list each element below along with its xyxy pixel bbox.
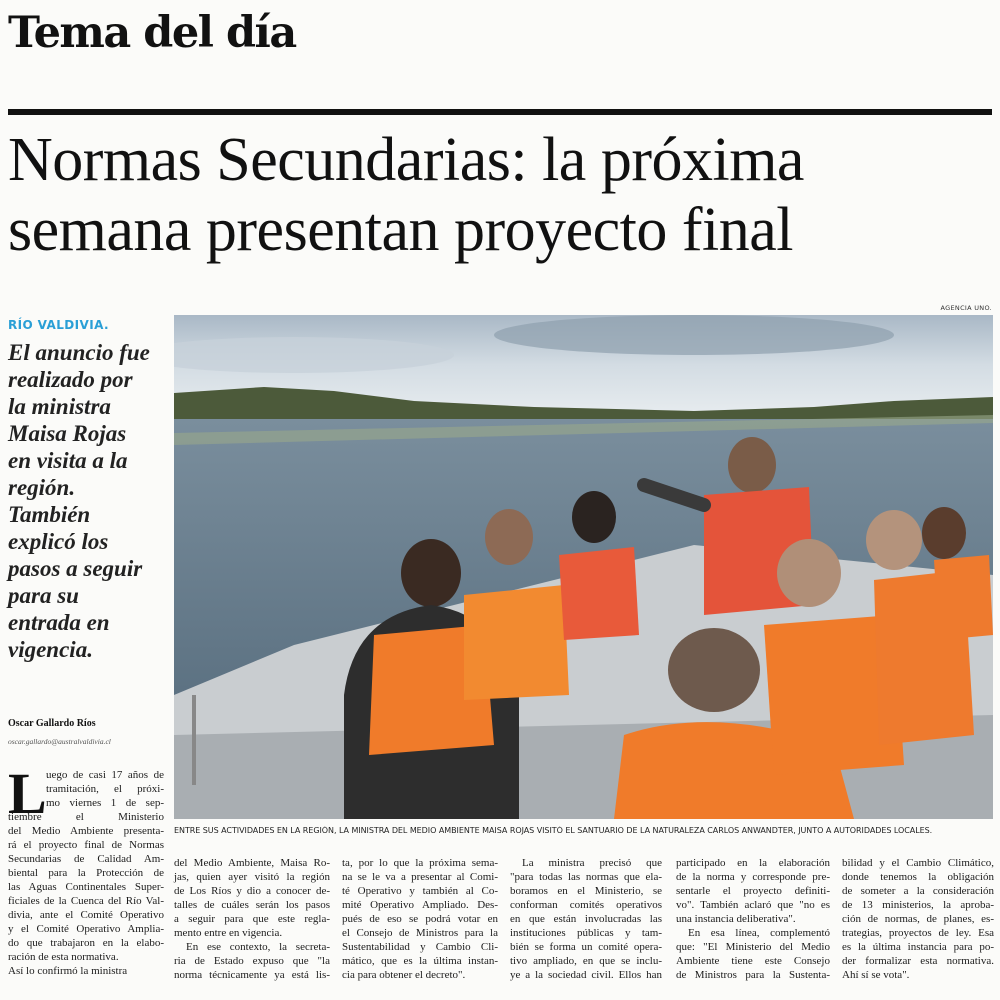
body-column-2 [174,856,330,982]
body-line: Así lo confirmó la ministra [8,965,128,977]
lede-line: explicó los [8,529,109,554]
lede-line: El anuncio fue [8,340,150,365]
body-line: bién se forma un comité opera- [510,941,662,953]
body-line: ración de esta normativa. [8,951,119,963]
section-rule [8,109,992,115]
headline-line: Normas Secundarias: la próxima [8,126,804,194]
lede-line: para su [8,583,79,608]
body-line: ria de Estado expuso que "la [174,955,330,967]
body-line: es la última instancia para po- [842,941,994,953]
lede-line: la ministra [8,394,111,419]
body-line: donde tenemos la obligación [842,871,994,883]
body-line: Sustentabilidad y Cambio Cli- [342,941,498,953]
body-column-1 [8,810,164,978]
body-line: mento entre en vigencia. [174,927,283,939]
body-line: En esa línea, complementó [688,927,830,939]
body-line: participado en la elaboración [676,857,830,869]
body-line: boramos en el Ministerio, se [510,885,662,897]
body-line: talles de cuáles serán los pasos [174,899,330,911]
body-line: En ese contexto, la secreta- [186,941,330,953]
body-line: que: "El Ministerio del Medio [676,941,830,953]
kicker: RÍO VALDIVIA. [8,318,109,332]
body-line: sentarle el proyecto definiti- [676,885,830,897]
body-column-5 [676,856,830,982]
body-line: La ministra precisó que [522,857,662,869]
body-line: Ambiente tiene este Consejo [676,955,830,967]
body-line: una instancia deliberativa". [676,913,796,925]
body-line: las Aguas Continentales Super- [8,881,164,893]
body-line: vo". También aclaró que "no es [676,899,830,911]
body-line: tivo ampliado, en que se inclu- [510,955,662,967]
body-line: el Consejo de Ministros para la [342,927,498,939]
lede-line: También [8,502,91,527]
body-line: uego de casi 17 años de [46,769,164,781]
body-line: ta, por lo que la próxima sema- [342,857,498,869]
photo-illustration [174,315,993,819]
photo-credit: AGENCIA UNO. [940,304,992,312]
lede-line: vigencia. [8,637,93,662]
section-title: Tema del día [8,8,296,58]
photo-caption: ENTRE SUS ACTIVIDADES EN LA REGIÓN, LA MINISTRA DEL MEDIO AMBIENTE MAISA ROJAS VISITÓ EL SANTUARIO DE LA NATURALEZA CARLOS ANWANDTER, JUNTO A AUTORIDADES LOCALES. [174,826,933,835]
body-line: na se le va a presentar al Comi- [342,871,498,883]
body-line: en que están involucradas las [510,913,662,925]
headline [8,125,998,265]
body-line: Secundarias de Calidad Am- [8,853,164,865]
body-line: mo viernes 1 de sep- [46,797,164,809]
body-line: de la norma y corresponde pre- [676,871,830,883]
body-column-1-top [46,768,164,810]
headline-line: semana presentan proyecto final [8,196,793,264]
body-column-3 [342,856,498,982]
body-line: ción de normas, de planes, es- [842,913,994,925]
body-line: ficiales de la Cuenca del Río Val- [8,895,164,907]
body-line: de Ministros para la Sustenta- [676,969,830,981]
lede-line: en visita a la [8,448,128,473]
lede-line: realizado por [8,367,133,392]
body-line: del Medio Ambiente presenta- [8,825,164,837]
body-line: cia para obtener el decreto". [342,969,466,981]
body-line: trategias, proyectos de ley. Esa [842,927,994,939]
drop-cap: L [8,761,47,826]
body-line: biental para la Protección de [8,867,164,879]
body-line: y el Comité Operativo Amplia- [8,923,164,935]
body-line: tiembre el Ministerio [8,811,164,823]
body-line: de Los Ríos y dio a conocer de- [174,885,330,897]
body-column-6 [842,856,994,982]
news-photo [174,315,993,819]
body-line: de someter a la consideración [842,885,994,897]
body-line: mático, que es la última instan- [342,955,498,967]
body-line: Ahí sí se vota". [842,969,910,981]
body-line: bilidad y el Cambio Climático, [842,857,994,869]
body-line: der formalizar esta normativa. [842,955,994,967]
body-line: tramitación, el próxi- [46,783,164,795]
body-line: ye a la sociedad civil. Ellos han [510,969,662,981]
lede-line: pasos a seguir [8,556,143,581]
body-line: de 13 ministerios, la aproba- [842,899,994,911]
body-line: a seguir para que este regla- [174,913,330,925]
body-line: "para todas las normas que ela- [510,871,662,883]
body-line: conforman comités operativos [510,899,662,911]
byline-email[interactable]: oscar.gallardo@australvaldivia.cl [8,737,111,746]
byline-name: Oscar Gallardo Ríos [8,718,96,729]
body-line: mité Operativo Ampliado. Des- [342,899,498,911]
body-line: jas, quien ayer visitó la región [174,871,330,883]
body-line: rá el proyecto final de Normas [8,839,164,851]
body-line: divia, ante el Comité Operativo [8,909,164,921]
lede-line: Maisa Rojas [8,421,127,446]
lede-line: entrada en [8,610,110,635]
body-column-4 [510,856,662,982]
body-line: del Medio Ambiente, Maisa Ro- [174,857,330,869]
lede [8,339,173,663]
body-line: instituciones públicas y tam- [510,927,662,939]
body-line: do que trabajaron en la elabo- [8,937,164,949]
body-line: té Operativo y también al Co- [342,885,498,897]
body-line: norma técnicamente ya está lis- [174,969,330,981]
lede-line: región. [8,475,76,500]
body-line: pués de eso se podrá votar en [342,913,498,925]
